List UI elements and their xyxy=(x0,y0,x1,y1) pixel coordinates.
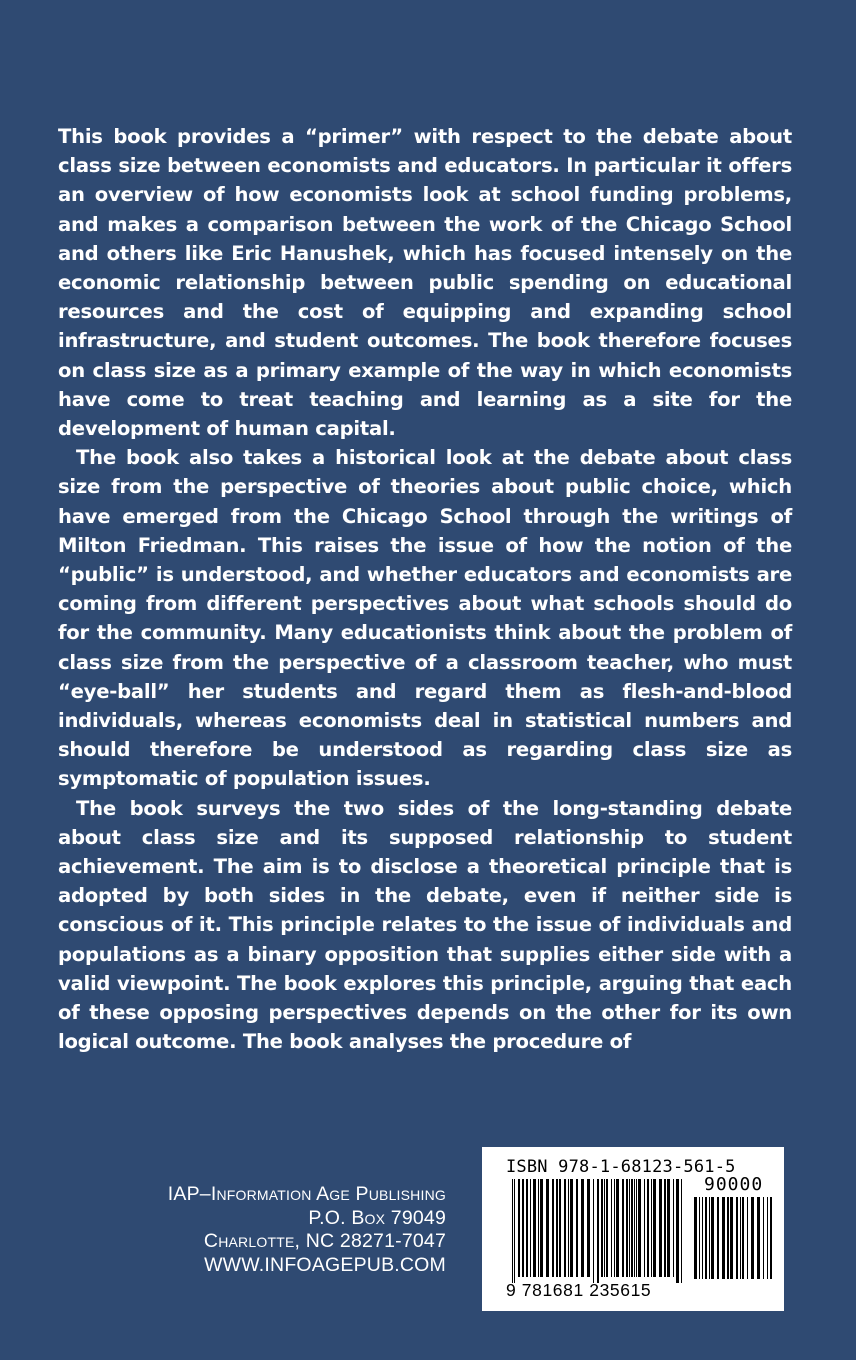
barcode-bar xyxy=(518,1179,520,1277)
barcode-bar xyxy=(705,1197,707,1279)
barcode-bar xyxy=(722,1197,725,1279)
barcode-bar xyxy=(631,1179,633,1277)
barcode-bar xyxy=(601,1179,603,1277)
barcode-bar xyxy=(757,1197,760,1279)
barcode-bar xyxy=(763,1197,764,1279)
barcode-bar xyxy=(667,1179,670,1277)
barcode-bar xyxy=(564,1179,566,1277)
barcode-bar xyxy=(742,1197,744,1279)
barcode-bar xyxy=(556,1179,558,1277)
back-cover-blurb xyxy=(58,122,792,1057)
blurb-paragraph-3: The book surveys the two sides of the long-standing debate about class size and its supposed relationship to student achievement. The aim is to disclose a theoretical principle that is adopted by both sides in the debate, even if neither side is conscious of it. This principle relates to the issue of individuals and populations as a binary opposition that supplies either side with a valid viewpoint. The book explores this principle, arguing that each of these opposing perspectives depends on the other for its own logical outcome. The book analyses the procedure of xyxy=(58,796,792,1054)
blurb-paragraph-2: The book also takes a historical look at the debate about class size from the perspective of theories about public choice, which have emerged from the Chicago School through the writings of Milton Friedman. This raises the issue of how the notion of the “public” is understood, and whether educators and economists are coming from different perspectives about what schools should do for the community. Many educationists think about the problem of class size from the perspective of a classroom teacher, who must “eye-ball” her students and regard them as flesh-and-blood individuals, whereas economists deal in statistical numbers and should therefore be understood as regarding class size as symptomatic of population issues. xyxy=(58,446,792,791)
barcode-bar xyxy=(717,1197,719,1279)
barcode-bar xyxy=(614,1179,615,1277)
barcode-bar xyxy=(694,1197,697,1279)
barcode-bar xyxy=(644,1179,645,1277)
barcode-bar xyxy=(597,1179,599,1283)
barcode-bar xyxy=(636,1179,637,1277)
barcode-bar xyxy=(622,1179,624,1277)
barcode-bar xyxy=(626,1179,628,1277)
publisher-imprint xyxy=(168,1183,446,1277)
barcode-bar xyxy=(616,1179,619,1277)
barcode-bar xyxy=(559,1179,561,1277)
barcode-bar xyxy=(638,1179,641,1277)
barcode-bar xyxy=(570,1179,573,1277)
barcode-bar xyxy=(546,1179,549,1277)
barcode-bar xyxy=(606,1179,608,1277)
barcode-bar xyxy=(647,1179,649,1277)
barcode-bar xyxy=(526,1179,528,1277)
barcode-bar xyxy=(751,1197,754,1279)
barcode-bar xyxy=(634,1179,635,1277)
barcode-bar xyxy=(611,1179,612,1277)
barcode-bar xyxy=(676,1179,679,1283)
barcode-bar xyxy=(512,1179,513,1283)
barcode-bar xyxy=(587,1179,590,1277)
barcode-bar xyxy=(681,1179,682,1283)
barcode-bar xyxy=(530,1179,531,1277)
isbn-label: ISBN 978-1-68123-561-5 xyxy=(506,1157,736,1177)
barcode-bar xyxy=(514,1179,515,1283)
barcode-bar xyxy=(736,1197,738,1279)
barcode-bar xyxy=(629,1179,630,1277)
barcode-bar xyxy=(659,1179,662,1277)
barcode-bar xyxy=(651,1179,652,1277)
barcode-bar xyxy=(767,1197,768,1279)
barcode-bar xyxy=(709,1197,710,1279)
barcode-bar xyxy=(702,1197,703,1279)
publisher-website: WWW.INFOAGEPUB.COM xyxy=(204,1253,446,1276)
barcode-bar xyxy=(747,1197,748,1279)
barcode-digits: 9 781681 235615 xyxy=(506,1280,652,1300)
barcode-bar xyxy=(540,1179,543,1277)
barcode-bar xyxy=(576,1179,578,1277)
publisher-address-line1: P.O. Box 79049 xyxy=(308,1206,446,1229)
barcode-bar xyxy=(653,1179,656,1277)
barcode-bar xyxy=(568,1179,569,1277)
barcode-bar xyxy=(699,1197,700,1279)
barcode-bar xyxy=(664,1179,666,1277)
price-code: 90000 xyxy=(704,1174,764,1195)
blurb-paragraph-1: This book provides a “primer” with respect to the debate about class size between economists and educators. In particular it offers an overview of how economists look at school funding problems, and makes a comparison between the work of the Chicago School and others like Eric Hanushek, which has focused intensely on the economic relationship between public spending on educational resources and the cost of equipping and expanding school infrastructure, and student outcomes. The book therefore focuses on class size as a primary example of the way in which economists have come to treat teaching and learning as a site for the development of human capital. xyxy=(58,125,792,441)
barcode-bar xyxy=(604,1179,605,1277)
barcode-bar xyxy=(552,1179,554,1277)
barcode-bar xyxy=(673,1179,674,1277)
barcode-bar xyxy=(522,1179,524,1277)
barcode-bar xyxy=(730,1197,733,1279)
barcode-bar xyxy=(740,1197,741,1279)
barcode-bar xyxy=(770,1197,772,1279)
isbn-barcode xyxy=(482,1147,784,1311)
publisher-name: IAP–Information Age Publishing xyxy=(167,1183,446,1205)
barcode-bar xyxy=(593,1179,594,1283)
barcode-bar xyxy=(538,1179,539,1277)
barcode-bar xyxy=(533,1179,536,1277)
publisher-address-line2: Charlotte, NC 28271-7047 xyxy=(203,1230,446,1252)
barcode-bar xyxy=(581,1179,584,1277)
barcode-bar xyxy=(711,1197,714,1279)
barcode-bar xyxy=(727,1197,729,1279)
